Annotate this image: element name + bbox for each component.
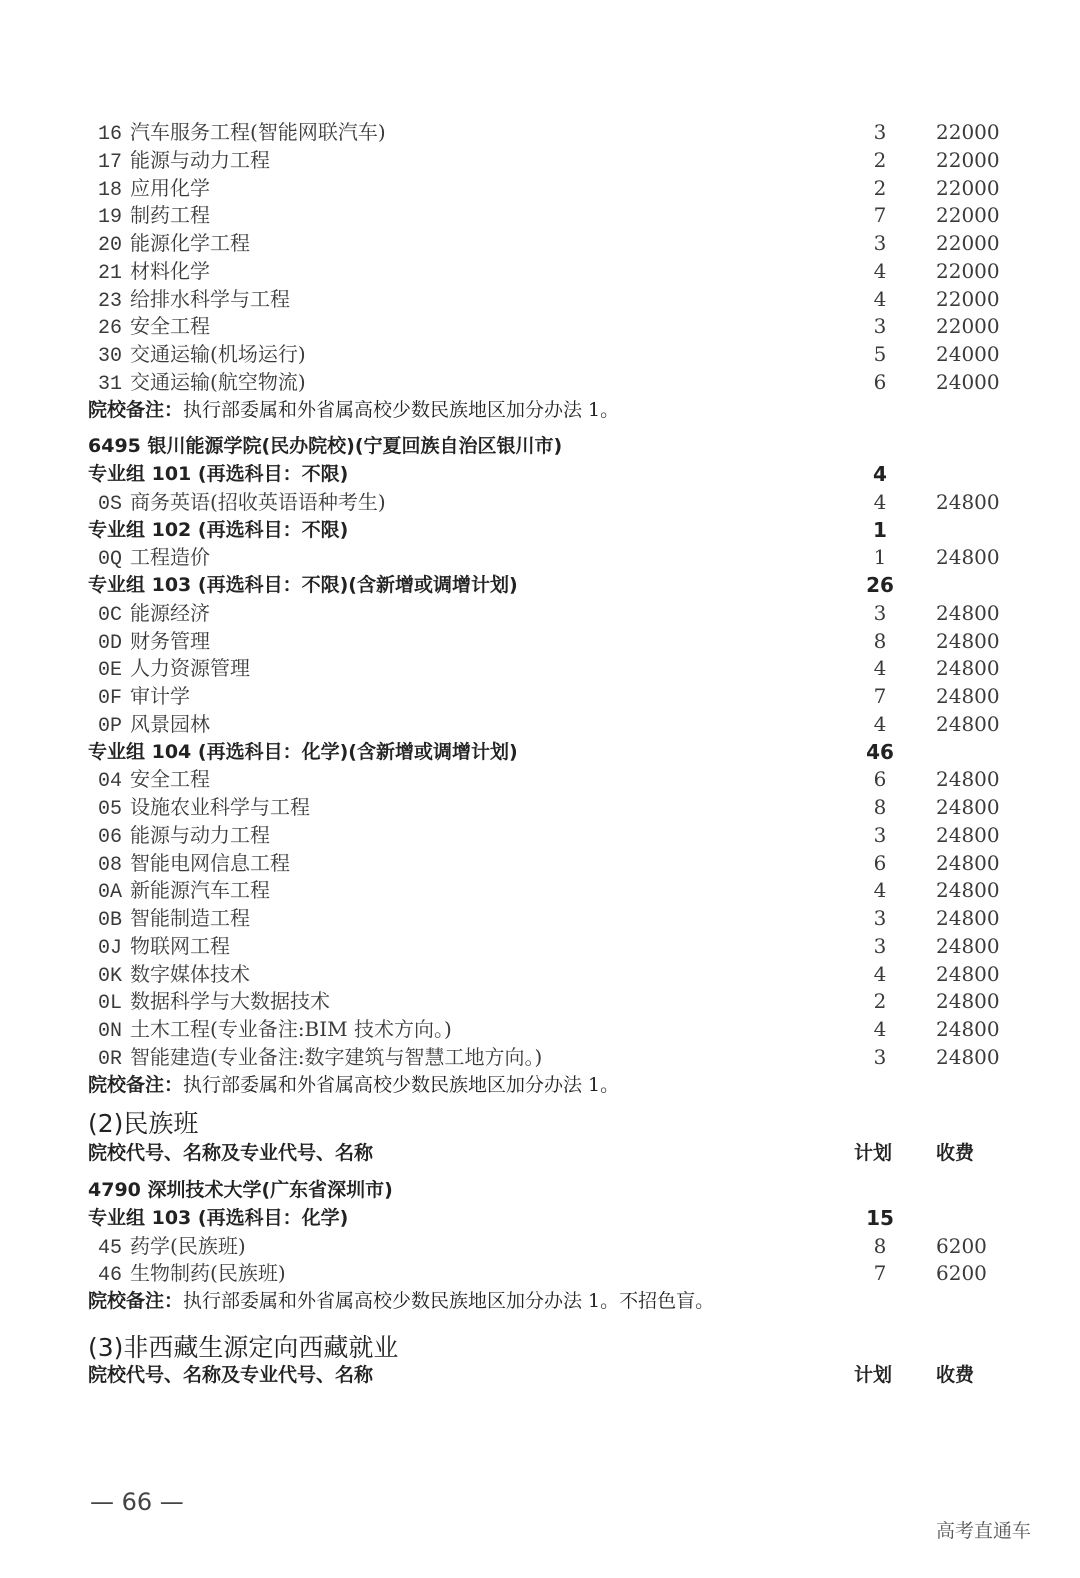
major-row (0, 1232, 1080, 1260)
major-group (0, 571, 1080, 599)
header-plan: 计划 (854, 1142, 893, 1164)
header-plan: 计划 (854, 1364, 893, 1386)
major-row (0, 876, 1080, 904)
plan-count: 4 (873, 258, 887, 283)
major-label: 土木工程(专业备注:BIM 技术方向。) (130, 1017, 452, 1041)
watermark: 高考直通车 (936, 1520, 1032, 1542)
major-row (0, 340, 1080, 368)
tuition-fee: 24800 (936, 961, 1000, 986)
major-row (0, 312, 1080, 340)
major-code: 0J (98, 936, 123, 960)
major-row (0, 368, 1080, 396)
major-name (98, 987, 330, 1018)
major-row (0, 1015, 1080, 1043)
major-code: 45 (98, 1236, 123, 1260)
plan-count: 3 (873, 120, 887, 144)
tuition-fee: 24800 (936, 684, 1000, 708)
plan-count: 4 (873, 1017, 887, 1041)
major-code: 0K (98, 964, 123, 988)
major-code: 16 (98, 123, 123, 146)
major-label: 工程造价 (130, 545, 211, 570)
major-row (0, 1043, 1080, 1071)
tuition-fee: 24800 (936, 628, 1000, 653)
note-body: 执行部委属和外省属高校少数民族地区加分办法 1。 (183, 1073, 620, 1096)
note-text (88, 396, 619, 424)
plan-count: 8 (873, 795, 887, 819)
major-code: 0C (98, 603, 123, 627)
note-label: 院校备注： (88, 1073, 184, 1096)
plan-count: 2 (873, 989, 887, 1014)
major-row (0, 118, 1080, 146)
plan-count: 3 (873, 314, 887, 339)
plan-count: 4 (873, 286, 887, 311)
tuition-fee: 24800 (936, 489, 1000, 514)
major-code: 0Q (98, 548, 123, 572)
group-title: 专业组 103 (再选科目：化学) (88, 1206, 349, 1229)
plan-count: 3 (873, 933, 887, 958)
tuition-fee: 24800 (936, 878, 1000, 903)
group-title: 专业组 103 (再选科目：不限)(含新增或调增计划) (88, 574, 518, 596)
plan-count: 4 (873, 711, 887, 736)
tuition-fee: 24800 (936, 989, 1000, 1014)
tuition-fee: 24800 (936, 1044, 1000, 1069)
table-header (0, 1360, 1080, 1390)
tuition-fee: 22000 (936, 120, 1000, 144)
major-label: 人力资源管理 (130, 656, 251, 681)
major-label: 药学(民族班) (130, 1233, 246, 1258)
note-label: 院校备注： (88, 1290, 184, 1312)
major-code: 0S (98, 492, 123, 516)
major-label: 物联网工程 (130, 933, 231, 958)
major-name (98, 627, 210, 658)
major-code: 23 (98, 289, 123, 313)
tuition-fee: 24800 (936, 711, 1000, 736)
major-name (98, 960, 250, 991)
major-code: 06 (98, 825, 123, 849)
major-name (98, 1015, 452, 1046)
table-header (0, 1138, 1080, 1168)
plan-count: 2 (873, 147, 887, 172)
tuition-fee: 24800 (936, 545, 1000, 570)
major-row (0, 1259, 1080, 1287)
plan-count: 4 (873, 961, 887, 986)
plan-count: 2 (873, 175, 887, 200)
note-text (88, 1071, 619, 1099)
major-code: 31 (98, 372, 123, 396)
tuition-fee: 22000 (936, 231, 1000, 255)
major-code: 46 (98, 1264, 123, 1288)
major-code: 0B (98, 909, 123, 932)
tuition-fee: 22000 (936, 314, 1000, 339)
major-name (98, 849, 290, 880)
major-name (98, 904, 250, 935)
tuition-fee: 24000 (936, 342, 1000, 366)
major-code: 05 (98, 798, 123, 821)
major-code: 0L (98, 992, 123, 1016)
major-label: 交通运输(航空物流) (130, 369, 306, 394)
plan-count: 5 (873, 342, 887, 366)
tuition-fee: 6200 (936, 1233, 987, 1258)
school-note (0, 1071, 1080, 1099)
major-code: 0P (98, 714, 123, 738)
major-label: 智能建造(专业备注:数字建筑与智慧工地方向。) (130, 1044, 543, 1069)
major-name (98, 932, 230, 963)
major-name (98, 654, 250, 685)
major-name (98, 285, 290, 316)
plan-count: 4 (873, 489, 887, 514)
major-label: 生物制药(民族班) (130, 1261, 286, 1286)
major-label: 安全工程 (130, 767, 211, 792)
major-name (98, 146, 270, 177)
plan-count: 7 (873, 684, 887, 708)
major-label: 能源与动力工程 (130, 822, 271, 847)
major-group (0, 1204, 1080, 1232)
major-label: 应用化学 (130, 175, 211, 200)
major-group (0, 460, 1080, 488)
section-title-tibet: (3)非西藏生源定向西藏就业 (88, 1333, 399, 1362)
major-code: 18 (98, 178, 123, 202)
major-row (0, 793, 1080, 821)
plan-count: 8 (873, 628, 887, 653)
major-label: 材料化学 (130, 258, 211, 283)
tuition-fee: 24800 (936, 795, 1000, 819)
plan-count: 4 (873, 656, 887, 681)
major-name (98, 174, 210, 205)
major-row (0, 627, 1080, 655)
major-row (0, 682, 1080, 710)
tuition-fee: 22000 (936, 203, 1000, 228)
tuition-fee: 24800 (936, 850, 1000, 875)
major-name (98, 201, 210, 232)
plan-count: 3 (873, 600, 887, 625)
plan-count: 3 (873, 1044, 887, 1069)
note-body: 执行部委属和外省属高校少数民族地区加分办法 1。不招色盲。 (183, 1290, 715, 1312)
major-name (98, 599, 210, 630)
major-name (98, 118, 386, 149)
major-code: 21 (98, 261, 123, 285)
major-label: 数据科学与大数据技术 (130, 989, 331, 1014)
header-fee: 收费 (936, 1142, 975, 1164)
page-number: — 66 — (90, 1488, 184, 1516)
tuition-fee: 24800 (936, 1017, 1000, 1041)
major-code: 0A (98, 881, 123, 905)
major-group (0, 516, 1080, 544)
tuition-fee: 24800 (936, 822, 1000, 847)
plan-count: 3 (873, 231, 887, 255)
major-name (98, 229, 250, 260)
header-fee: 收费 (936, 1364, 975, 1386)
plan-count: 3 (873, 906, 887, 930)
plan-count: 8 (873, 1233, 887, 1258)
school-note (0, 396, 1080, 424)
major-label: 审计学 (130, 684, 191, 708)
major-name (98, 1232, 246, 1263)
major-row (0, 904, 1080, 932)
major-code: 0F (98, 687, 123, 710)
plan-count: 7 (873, 203, 887, 228)
major-name (98, 876, 270, 907)
major-row (0, 849, 1080, 877)
school-note (0, 1287, 1080, 1315)
tuition-fee: 24800 (936, 600, 1000, 625)
major-name (98, 488, 386, 519)
major-label: 制药工程 (130, 203, 211, 228)
major-row (0, 488, 1080, 516)
group-title: 专业组 104 (再选科目：化学)(含新增或调增计划) (88, 740, 518, 763)
major-code: 08 (98, 853, 123, 877)
tuition-fee: 24800 (936, 767, 1000, 792)
tuition-fee: 24800 (936, 906, 1000, 930)
major-name (98, 710, 210, 741)
major-row (0, 960, 1080, 988)
major-row (0, 765, 1080, 793)
tuition-fee: 24800 (936, 656, 1000, 681)
major-label: 财务管理 (130, 628, 211, 653)
group-plan: 46 (866, 739, 894, 764)
major-row (0, 821, 1080, 849)
major-name (98, 1259, 286, 1290)
tuition-fee: 22000 (936, 286, 1000, 311)
major-row (0, 257, 1080, 285)
header-name: 院校代号、名称及专业代号、名称 (88, 1142, 374, 1164)
major-label: 数字媒体技术 (130, 961, 251, 986)
group-title: 6495 银川能源学院(民办院校)(宁夏回族自治区银川市) (88, 435, 563, 458)
major-row (0, 543, 1080, 571)
major-row (0, 229, 1080, 257)
major-code: 17 (98, 150, 123, 174)
plan-count: 4 (873, 878, 887, 903)
school-title (0, 432, 1080, 460)
major-label: 新能源汽车工程 (130, 878, 271, 903)
major-code: 0N (98, 1020, 123, 1043)
major-label: 商务英语(招收英语语种考生) (130, 489, 386, 514)
major-label: 能源经济 (130, 600, 211, 625)
major-name (98, 765, 210, 796)
plan-count: 6 (873, 767, 887, 792)
major-row (0, 201, 1080, 229)
major-code: 0E (98, 659, 123, 683)
major-name (98, 340, 306, 371)
major-row (0, 987, 1080, 1015)
major-row (0, 146, 1080, 174)
school-title (0, 1176, 1080, 1204)
major-code: 0D (98, 631, 123, 655)
header-name: 院校代号、名称及专业代号、名称 (88, 1364, 374, 1386)
major-code: 30 (98, 345, 123, 368)
note-label: 院校备注： (88, 398, 184, 421)
group-plan: 1 (873, 517, 887, 542)
major-row (0, 285, 1080, 313)
tuition-fee: 22000 (936, 147, 1000, 172)
section-title-minzu: (2)民族班 (88, 1109, 199, 1138)
major-label: 设施农业科学与工程 (130, 795, 311, 819)
major-name (98, 682, 190, 713)
major-code: 19 (98, 206, 123, 230)
major-row (0, 174, 1080, 202)
major-label: 给排水科学与工程 (130, 286, 291, 311)
major-name (98, 368, 306, 399)
group-title: 4790 深圳技术大学(广东省深圳市) (88, 1179, 393, 1201)
plan-count: 6 (873, 369, 887, 394)
major-row (0, 932, 1080, 960)
tuition-fee: 22000 (936, 258, 1000, 283)
major-label: 智能电网信息工程 (130, 850, 291, 875)
group-plan: 15 (866, 1205, 894, 1230)
note-text (88, 1287, 714, 1315)
major-label: 能源化学工程 (130, 231, 251, 255)
group-plan: 26 (866, 573, 894, 597)
major-name (98, 821, 270, 852)
group-title: 专业组 101 (再选科目：不限) (88, 463, 349, 485)
major-label: 安全工程 (130, 314, 211, 339)
major-name (98, 312, 210, 343)
group-title: 专业组 102 (再选科目：不限) (88, 518, 349, 541)
plan-count: 3 (873, 822, 887, 847)
tuition-fee: 24800 (936, 933, 1000, 958)
plan-count: 1 (873, 545, 887, 570)
major-name (98, 1043, 542, 1074)
major-code: 26 (98, 317, 123, 341)
note-body: 执行部委属和外省属高校少数民族地区加分办法 1。 (183, 398, 620, 421)
tuition-fee: 24000 (936, 369, 1000, 394)
major-label: 风景园林 (130, 711, 211, 736)
major-code: 20 (98, 234, 123, 257)
plan-count: 6 (873, 850, 887, 875)
major-row (0, 599, 1080, 627)
tuition-fee: 6200 (936, 1261, 987, 1286)
group-plan: 4 (873, 462, 887, 486)
major-name (98, 543, 210, 574)
major-code: 0R (98, 1047, 123, 1071)
major-label: 交通运输(机场运行) (130, 342, 306, 366)
major-label: 汽车服务工程(智能网联汽车) (130, 120, 386, 144)
major-name (98, 257, 210, 288)
plan-count: 7 (873, 1261, 887, 1286)
major-group (0, 738, 1080, 766)
major-code: 04 (98, 770, 123, 794)
major-row (0, 654, 1080, 682)
major-row (0, 710, 1080, 738)
tuition-fee: 22000 (936, 175, 1000, 200)
major-label: 能源与动力工程 (130, 147, 271, 172)
major-name (98, 793, 310, 824)
major-label: 智能制造工程 (130, 906, 251, 930)
